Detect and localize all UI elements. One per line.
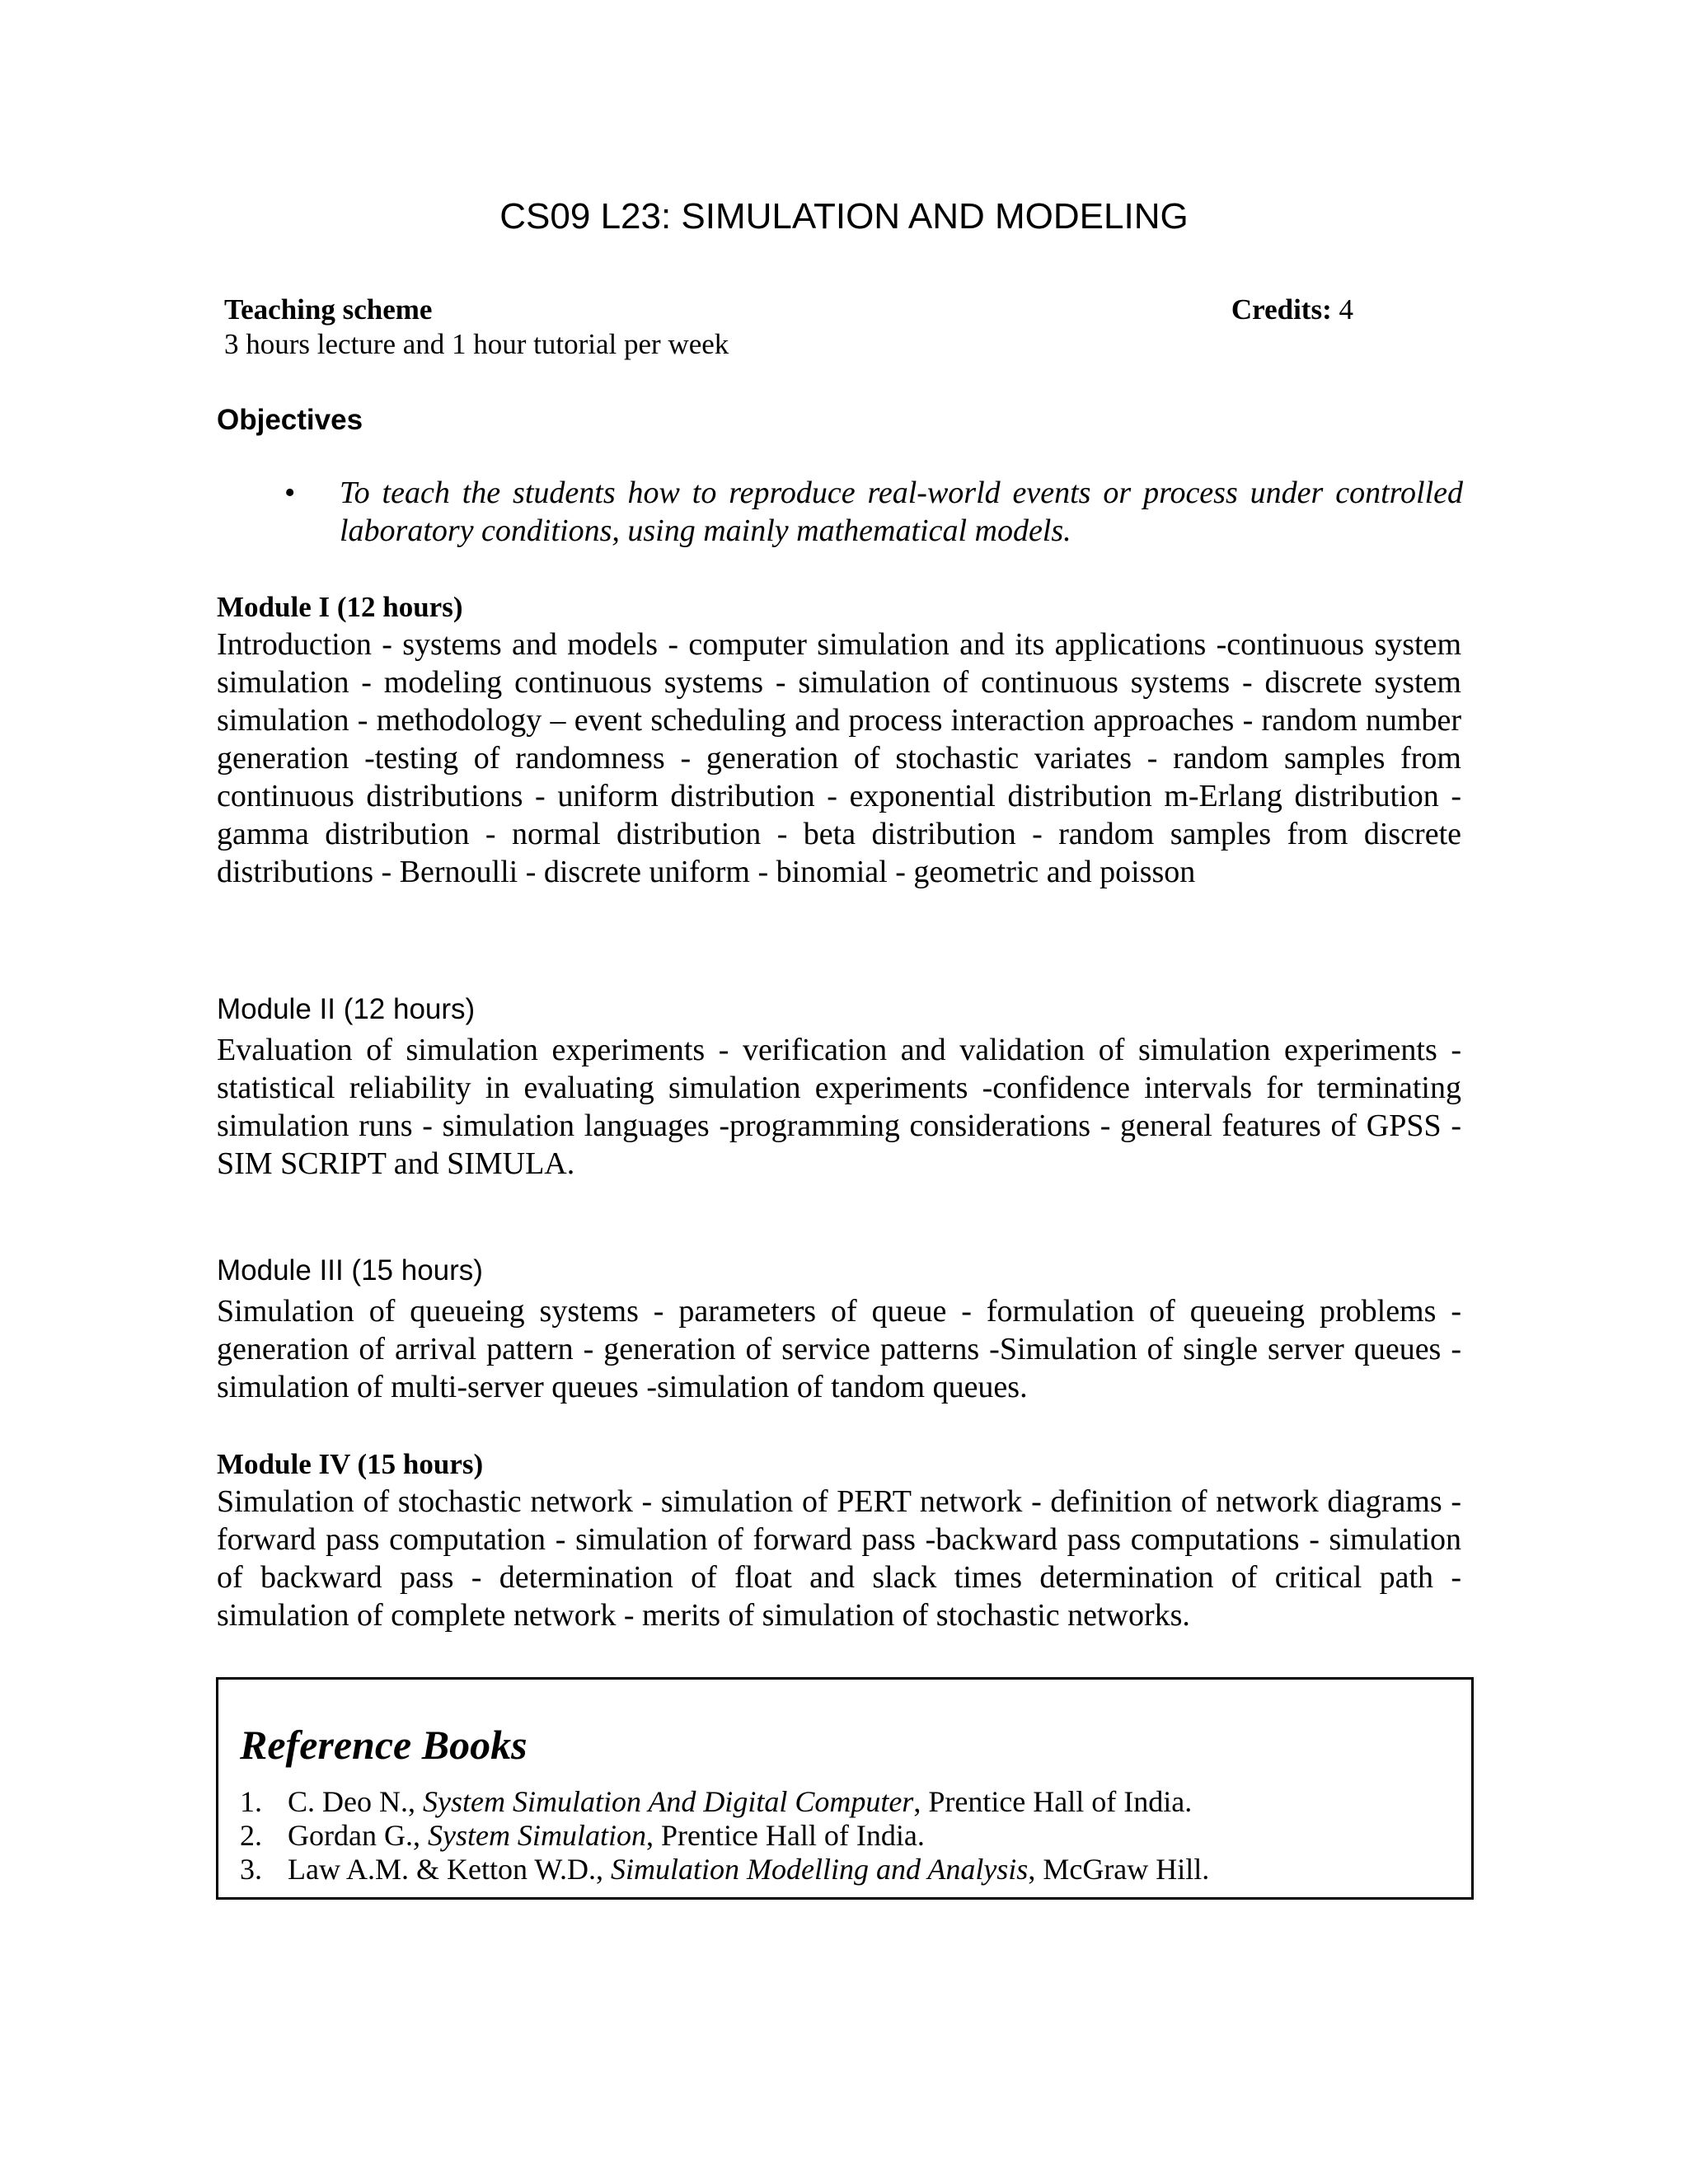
reference-publisher: , Prentice Hall of India. <box>645 1819 925 1852</box>
reference-publisher: , Prentice Hall of India. <box>913 1785 1193 1818</box>
reference-books-box <box>216 1677 1474 1900</box>
reference-title: System Simulation <box>427 1819 646 1852</box>
objectives-heading: Objectives <box>217 404 363 436</box>
module-1 <box>217 589 1461 891</box>
reference-author: Gordan G., <box>288 1819 428 1852</box>
credits-value: 4 <box>1339 293 1353 326</box>
objective-item <box>284 474 1463 550</box>
reference-number: 3. <box>240 1853 262 1886</box>
credits-label: Credits: <box>1231 293 1332 326</box>
teaching-hours: 3 hours lecture and 1 hour tutorial per week <box>224 328 729 360</box>
bullet-icon: • <box>284 476 296 510</box>
module-3-heading: Module III (15 hours) <box>217 1254 483 1286</box>
module-3 <box>217 1253 1461 1406</box>
module-2-heading: Module II (12 hours) <box>217 993 476 1025</box>
objectives-list <box>284 474 1463 550</box>
module-1-heading: Module I (12 hours) <box>217 591 463 623</box>
reference-publisher: , McGraw Hill. <box>1028 1853 1210 1886</box>
module-4-body: Simulation of stochastic network - simulation of PERT network - definition of network diagrams - forward pass computation - simulation of forward pass -backward pass computations - simulation of backward pass - determination of float and slack times determination of critical path - simulation of complete network - merits of simulation of stochastic networks. <box>217 1484 1461 1633</box>
teaching-scheme <box>224 293 1353 362</box>
module-4 <box>217 1446 1461 1634</box>
credits <box>1231 293 1353 327</box>
module-2-body: Evaluation of simulation experiments - verification and validation of simulation experiments - statistical reliability in evaluating simulation experiments -confidence intervals for terminating simulation runs - simulation languages -programming considerations - general features of GPSS - SIM SCRIPT and SIMULA. <box>217 1033 1461 1181</box>
module-3-body: Simulation of queueing systems - parameters of queue - formulation of queueing problems - generation of arrival pattern - generation of service patterns -Simulation of single server queues - simulation of multi-server queues -simulation of tandom queues. <box>217 1294 1461 1404</box>
reference-author: Law A.M. & Ketton W.D., <box>288 1853 611 1886</box>
reference-item <box>240 1819 1209 1853</box>
teaching-scheme-row <box>224 293 1353 327</box>
reference-item <box>240 1853 1209 1886</box>
reference-books-heading: Reference Books <box>240 1722 528 1768</box>
reference-number: 1. <box>240 1785 262 1818</box>
teaching-scheme-label: Teaching scheme <box>224 293 433 326</box>
reference-title: System Simulation And Digital Computer <box>423 1785 914 1818</box>
course-title: CS09 L23: SIMULATION AND MODELING <box>499 196 1189 237</box>
module-4-heading: Module IV (15 hours) <box>217 1448 484 1480</box>
module-2 <box>217 991 1461 1183</box>
objective-text: To teach the students how to reproduce real-world events or process under controlled laboratory conditions, using mainly mathematical models. <box>340 476 1463 548</box>
reference-number: 2. <box>240 1819 262 1852</box>
reference-books-list <box>240 1785 1209 1886</box>
reference-author: C. Deo N., <box>288 1785 423 1818</box>
module-1-body: Introduction - systems and models - computer simulation and its applications -continuous system simulation - modeling continuous systems - simulation of continuous systems - discrete system simulation - methodology – event scheduling and process interaction approaches - random number generation -testing of randomness - generation of stochastic variates - random samples from continuous distributions - uniform distribution - exponential distribution m-Erlang distribution - gamma distribution - normal distribution - beta distribution - random samples from discrete distributions - Bernoulli - discrete uniform - binomial - geometric and poisson <box>217 627 1461 889</box>
reference-item <box>240 1785 1209 1819</box>
reference-title: Simulation Modelling and Analysis <box>611 1853 1029 1886</box>
